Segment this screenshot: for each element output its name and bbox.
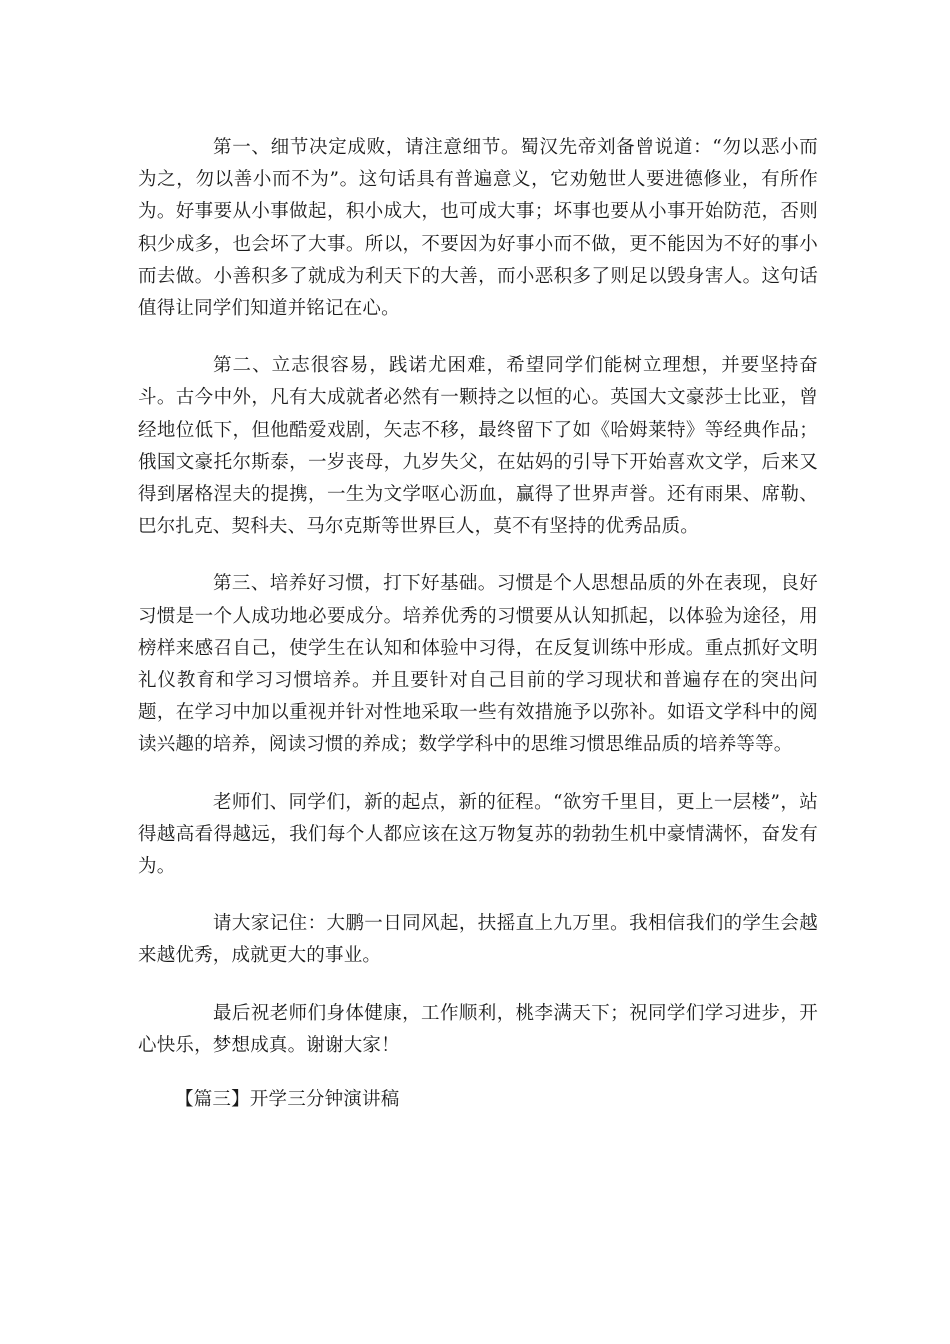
- paragraph-habits: 第三、培养好习惯，打下好基础。习惯是个人思想品质的外在表现，良好习惯是一个人成功地必要成分。培养优秀的习惯要从认知抓起，以体验为途径，用榜样来感召自己，使学生在认知和体验中习得，在反复训练中形成。重点抓好文明礼仪教育和学习习惯培养。并且要针对自己目前的学习现状和普遍存在的突出问题，在学习中加以重视并针对性地采取一些有效措施予以弥补。如语文学科中的阅读兴趣的培养，阅读习惯的养成；数学学科中的思维习惯思维品质的培养等等。: [138, 573, 818, 756]
- paragraph-ambition: 第二、立志很容易，践诺尤困难，希望同学们能树立理想，并要坚持奋斗。古今中外，凡有大成就者必然有一颗持之以恒的心。英国大文豪莎士比亚，曾经地位低下，但他酷爱戏剧，矢志不移，最终留下了如《哈姆莱特》等经典作品；俄国文豪托尔斯泰，一岁丧母，九岁失父，在姑妈的引导下开始喜欢文学，后来又得到屠格涅夫的提携，一生为文学呕心沥血，赢得了世界声誉。还有雨果、席勒、巴尔扎克、契科夫、马尔克斯等世界巨人，莫不有坚持的优秀品质。: [138, 355, 818, 538]
- paragraph-detail: 第一、细节决定成败，请注意细节。蜀汉先帝刘备曾说道：“勿以恶小而为之，勿以善小而不为”。这句话具有普遍意义，它劝勉世人要进德修业，有所作为。好事要从小事做起，积小成大，也可成大事；坏事也要从小事开始防范，否则积少成多，也会坏了大事。所以，不要因为好事小而不做，更不能因为不好的事小而去做。小善积多了就成为利天下的大善，而小恶积多了则足以毁身害人。这句话值得让同学们知道并铭记在心。: [138, 137, 818, 320]
- paragraph-closing-wishes: 最后祝老师们身体健康，工作顺利，桃李满天下；祝同学们学习进步，开心快乐，梦想成真。谢谢大家！: [138, 1002, 818, 1056]
- paragraph-remember: 请大家记住：大鹏一日同风起，扶摇直上九万里。我相信我们的学生会越来越优秀，成就更大的事业。: [138, 913, 818, 967]
- section-heading: 【篇三】开学三分钟演讲稿: [175, 1089, 400, 1111]
- document-page: [138, 132, 818, 1116]
- paragraph-new-journey: 老师们、同学们，新的起点，新的征程。“欲穷千里目，更上一层楼”，站得越高看得越远，我们每个人都应该在这万物复苏的勃勃生机中豪情满怀，奋发有为。: [138, 791, 818, 878]
